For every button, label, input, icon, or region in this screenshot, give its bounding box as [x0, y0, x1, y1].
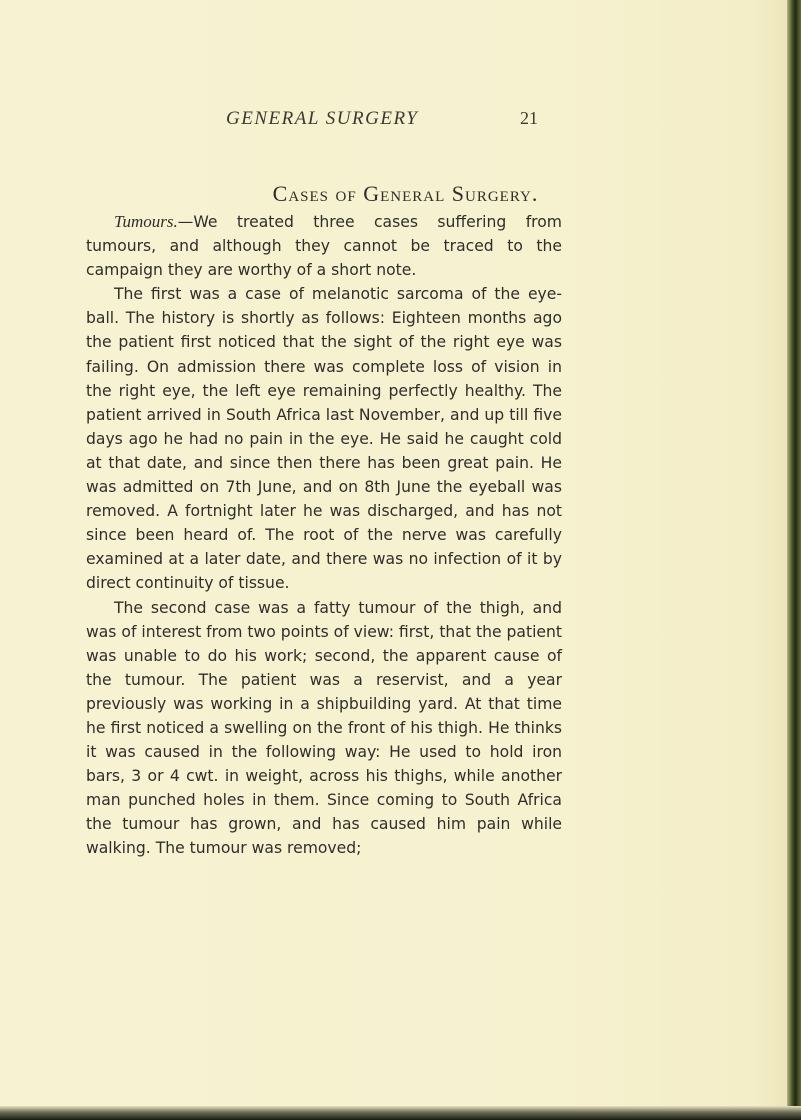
section-heading: Cases of General Surgery.	[272, 181, 539, 206]
book-spine-edge	[787, 0, 801, 1120]
paragraph-lead: Tumours.	[114, 212, 178, 231]
paragraph-text: —We treated three cases suffering from tumours, and although they cannot be traced to the campaign they are worthy of a short note.	[86, 213, 562, 280]
running-head	[0, 108, 801, 132]
paragraph-tumours	[86, 210, 562, 282]
paragraph-second-case: The second case was a fatty tumour of the thigh, and was of interest from two points of view: first, that the patient was unable to do his work; second, the apparent cause of the tumour. The patient was a reservist, and a year previously was working in a shipbuilding yard. At that time he first noticed a swelling on the front of his thigh. He thinks it was caused in the following way: He used to hold iron bars, 3 or 4 cwt. in weight, across his thighs, while another man punched holes in them. Since coming to South Africa the tumour has grown, and has caused him pain while walking. The tumour was removed;	[86, 598, 562, 858]
body-text	[86, 210, 562, 861]
paragraph-first-case: The first was a case of melanotic sarcoma of the eye-ball. The history is shortly as follows: Eighteen months ago the patient first noticed that the sight of the right eye was failing. On admission there was complete loss of vision in the right eye, the left eye remaining perfectly healthy. The patient arrived in South Africa last November, and up till five days ago he had no pain in the eye. He said he caught cold at that date, and since then there has been great pain. He was admitted on 7th June, and on 8th June the eyeball was removed. A fortnight later he was discharged, and has not since been heard of. The root of the nerve was carefully examined at a later date, and there was no infection of it by direct continuity of tissue.	[86, 285, 562, 593]
page-bottom-edge	[0, 1106, 801, 1120]
running-head-title: GENERAL SURGERY	[226, 108, 419, 129]
page-number: 21	[520, 108, 538, 128]
